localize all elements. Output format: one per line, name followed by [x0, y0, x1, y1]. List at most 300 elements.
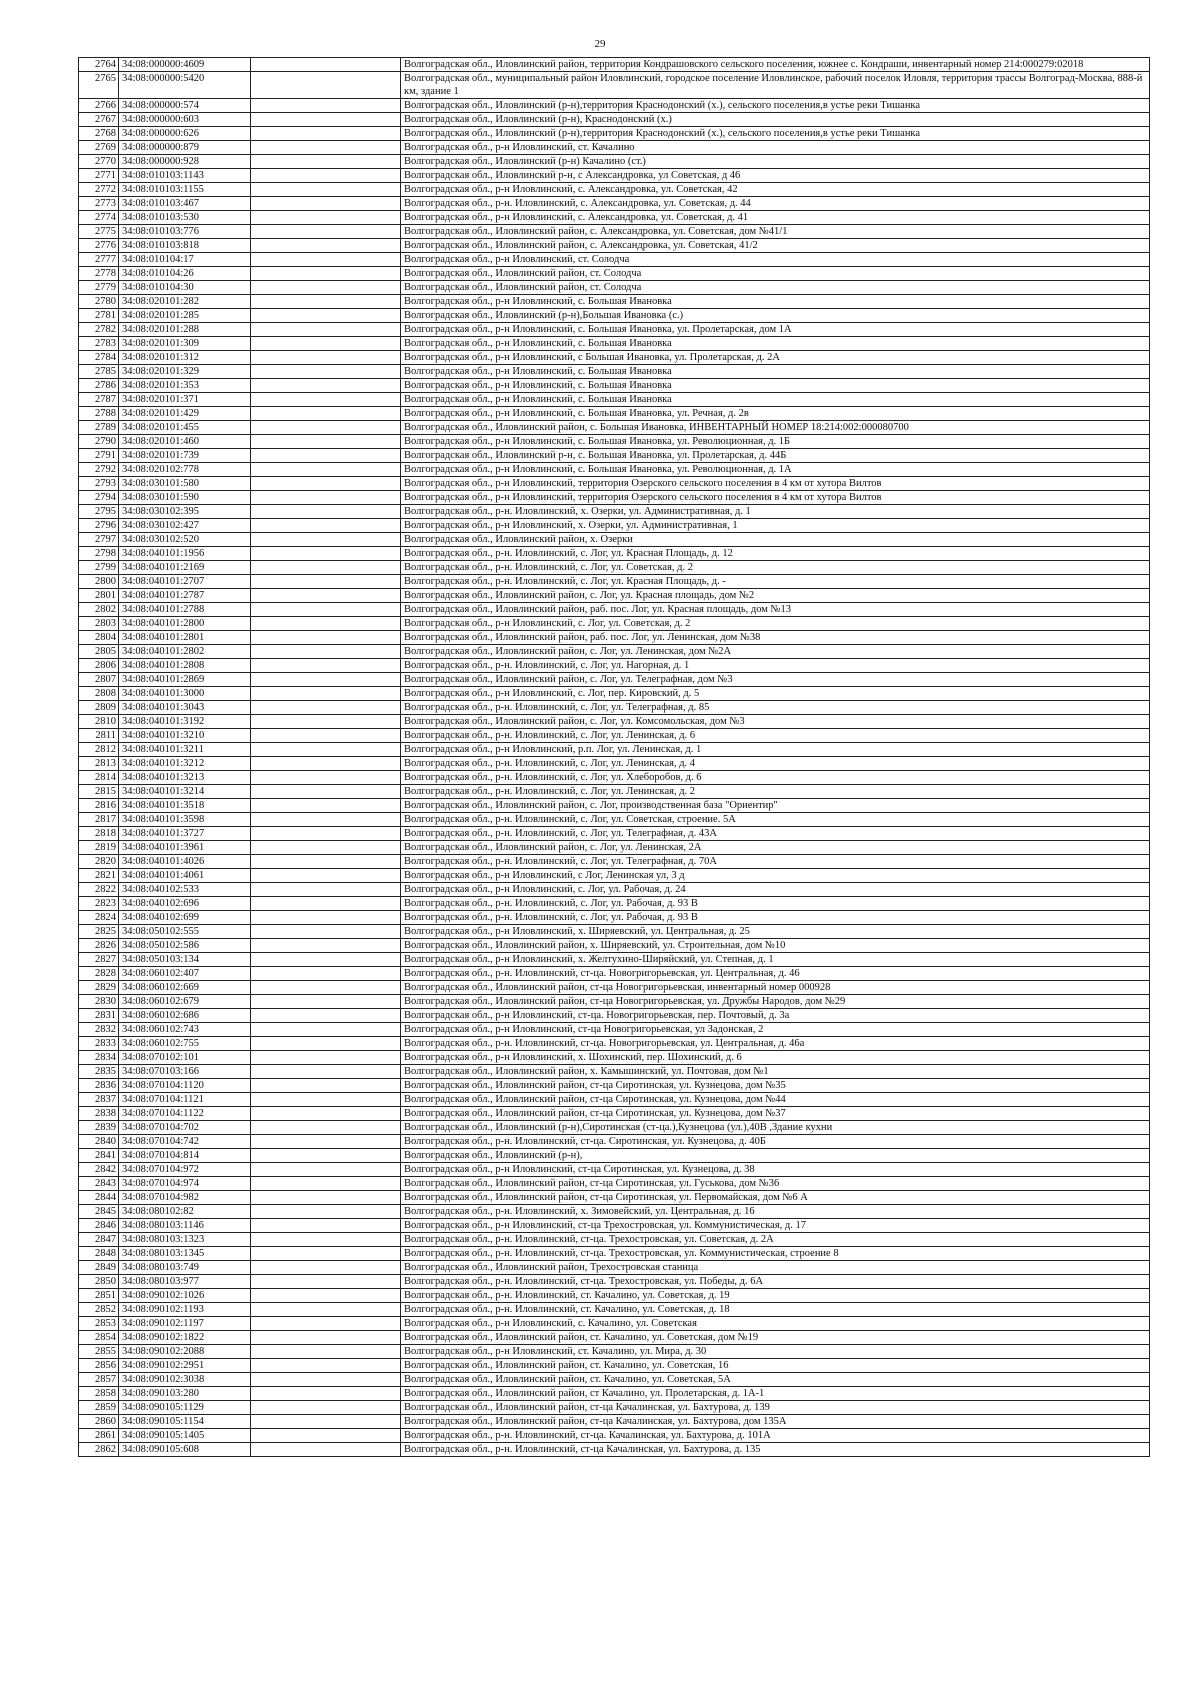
address-cell: Волгоградская обл., муниципальный район Иловлинский, городское поселение Иловлинское, рабочий поселок Иловля, территория трассы Волгоград-Москва, 888-й км, здание 1 — [401, 72, 1150, 99]
blank-cell — [251, 1219, 401, 1233]
blank-cell — [251, 337, 401, 351]
cadastral-number-cell: 34:08:020101:460 — [119, 435, 251, 449]
table-row — [79, 365, 1150, 379]
cadastral-number-cell: 34:08:040101:3212 — [119, 757, 251, 771]
row-number-cell: 2857 — [79, 1373, 119, 1387]
cadastral-number-cell: 34:08:090103:280 — [119, 1387, 251, 1401]
cadastral-number-cell: 34:08:020101:739 — [119, 449, 251, 463]
table-row — [79, 197, 1150, 211]
page-number: 29 — [594, 38, 606, 50]
table-row — [79, 1093, 1150, 1107]
address-cell: Волгоградская обл., р-н. Иловлинский, ст-ца. Трехостровская, ул. Советская, д. 2А — [401, 1233, 1150, 1247]
table-row — [79, 1107, 1150, 1121]
address-cell: Волгоградская обл., Иловлинский район, ст. Качалино, ул. Советская, 5А — [401, 1373, 1150, 1387]
address-cell: Волгоградская обл., р-н. Иловлинский, ст-ца. Качалинская, ул. Бахтурова, д. 101А — [401, 1429, 1150, 1443]
blank-cell — [251, 981, 401, 995]
registry-table-body — [79, 58, 1150, 1457]
row-number-cell: 2831 — [79, 1009, 119, 1023]
address-cell: Волгоградская обл., р-н Иловлинский, р.п. Лог, ул. Ленинская, д. 1 — [401, 743, 1150, 757]
address-cell: Волгоградская обл., Иловлинский р-н, с. Большая Ивановка, ул. Пролетарская, д. 44Б — [401, 449, 1150, 463]
table-row — [79, 407, 1150, 421]
table-row — [79, 939, 1150, 953]
table-row — [79, 533, 1150, 547]
row-number-cell: 2842 — [79, 1163, 119, 1177]
row-number-cell: 2768 — [79, 127, 119, 141]
row-number-cell: 2812 — [79, 743, 119, 757]
cadastral-number-cell: 34:08:090102:3038 — [119, 1373, 251, 1387]
table-row — [79, 1387, 1150, 1401]
cadastral-number-cell: 34:08:040101:3598 — [119, 813, 251, 827]
blank-cell — [251, 939, 401, 953]
table-row — [79, 575, 1150, 589]
row-number-cell: 2843 — [79, 1177, 119, 1191]
cadastral-number-cell: 34:08:090105:608 — [119, 1443, 251, 1457]
table-row — [79, 1177, 1150, 1191]
cadastral-number-cell: 34:08:030101:590 — [119, 491, 251, 505]
blank-cell — [251, 169, 401, 183]
row-number-cell: 2817 — [79, 813, 119, 827]
row-number-cell: 2765 — [79, 72, 119, 99]
row-number-cell: 2841 — [79, 1149, 119, 1163]
row-number-cell: 2782 — [79, 323, 119, 337]
row-number-cell: 2808 — [79, 687, 119, 701]
blank-cell — [251, 673, 401, 687]
blank-cell — [251, 533, 401, 547]
blank-cell — [251, 309, 401, 323]
table-row — [79, 1135, 1150, 1149]
row-number-cell: 2804 — [79, 631, 119, 645]
address-cell: Волгоградская обл., Иловлинский район, ст. Солодча — [401, 281, 1150, 295]
cadastral-number-cell: 34:08:020101:353 — [119, 379, 251, 393]
cadastral-number-cell: 34:08:020101:285 — [119, 309, 251, 323]
table-row — [79, 771, 1150, 785]
blank-cell — [251, 1107, 401, 1121]
property-registry-table — [78, 57, 1150, 1457]
blank-cell — [251, 435, 401, 449]
table-row — [79, 813, 1150, 827]
row-number-cell: 2844 — [79, 1191, 119, 1205]
cadastral-number-cell: 34:08:040101:4026 — [119, 855, 251, 869]
table-row — [79, 701, 1150, 715]
cadastral-number-cell: 34:08:020101:312 — [119, 351, 251, 365]
row-number-cell: 2858 — [79, 1387, 119, 1401]
row-number-cell: 2770 — [79, 155, 119, 169]
blank-cell — [251, 1163, 401, 1177]
row-number-cell: 2787 — [79, 393, 119, 407]
blank-cell — [251, 295, 401, 309]
table-row — [79, 393, 1150, 407]
address-cell: Волгоградская обл., р-н Иловлинский, с. Большая Ивановка — [401, 379, 1150, 393]
row-number-cell: 2820 — [79, 855, 119, 869]
row-number-cell: 2855 — [79, 1345, 119, 1359]
table-row — [79, 505, 1150, 519]
row-number-cell: 2856 — [79, 1359, 119, 1373]
row-number-cell: 2786 — [79, 379, 119, 393]
address-cell: Волгоградская обл., Иловлинский район, с. Александровка, ул. Советская, дом №41/1 — [401, 225, 1150, 239]
blank-cell — [251, 1233, 401, 1247]
address-cell: Волгоградская обл., р-н. Иловлинский, с. Лог, ул. Красная Площадь, д. 12 — [401, 547, 1150, 561]
cadastral-number-cell: 34:08:040101:2788 — [119, 603, 251, 617]
row-number-cell: 2854 — [79, 1331, 119, 1345]
cadastral-number-cell: 34:08:030102:427 — [119, 519, 251, 533]
row-number-cell: 2810 — [79, 715, 119, 729]
cadastral-number-cell: 34:08:080103:977 — [119, 1275, 251, 1289]
address-cell: Волгоградская обл., р-н. Иловлинский, ст-ца. Сиротинская, ул. Кузнецова, д. 40Б — [401, 1135, 1150, 1149]
blank-cell — [251, 1401, 401, 1415]
cadastral-number-cell: 34:08:030101:580 — [119, 477, 251, 491]
address-cell: Волгоградская обл., р-н. Иловлинский, с. Александровка, ул. Советская, д. 44 — [401, 197, 1150, 211]
address-cell: Волгоградская обл., р-н. Иловлинский, с. Лог, ул. Советская, строение. 5А — [401, 813, 1150, 827]
blank-cell — [251, 995, 401, 1009]
blank-cell — [251, 323, 401, 337]
table-row — [79, 1079, 1150, 1093]
blank-cell — [251, 1093, 401, 1107]
table-row — [79, 1401, 1150, 1415]
table-row — [79, 323, 1150, 337]
address-cell: Волгоградская обл., Иловлинский район, ст-ца Сиротинская, ул. Кузнецова, дом №44 — [401, 1093, 1150, 1107]
table-row — [79, 169, 1150, 183]
address-cell: Волгоградская обл., р-н Иловлинский, с. Александровка, ул. Советская, д. 41 — [401, 211, 1150, 225]
blank-cell — [251, 239, 401, 253]
row-number-cell: 2778 — [79, 267, 119, 281]
cadastral-number-cell: 34:08:070104:702 — [119, 1121, 251, 1135]
address-cell: Волгоградская обл., р-н Иловлинский, с. Лог, ул. Рабочая, д. 24 — [401, 883, 1150, 897]
address-cell: Волгоградская обл., Иловлинский (р-н), Краснодонский (х.) — [401, 113, 1150, 127]
row-number-cell: 2785 — [79, 365, 119, 379]
address-cell: Волгоградская обл., Иловлинский (р-н),территория Краснодонский (х.), сельского поселения,в устье реки Тишанка — [401, 99, 1150, 113]
row-number-cell: 2862 — [79, 1443, 119, 1457]
cadastral-number-cell: 34:08:050102:555 — [119, 925, 251, 939]
table-row — [79, 519, 1150, 533]
address-cell: Волгоградская обл., Иловлинский район, с. Александровка, ул. Советская, 41/2 — [401, 239, 1150, 253]
address-cell: Волгоградская обл., р-н Иловлинский, ст-ца Новогригорьевская, ул Задонская, 2 — [401, 1023, 1150, 1037]
table-row — [79, 1121, 1150, 1135]
table-row — [79, 295, 1150, 309]
blank-cell — [251, 393, 401, 407]
blank-cell — [251, 491, 401, 505]
blank-cell — [251, 883, 401, 897]
blank-cell — [251, 379, 401, 393]
blank-cell — [251, 58, 401, 72]
address-cell: Волгоградская обл., Иловлинский район, с. Лог, ул. Ленинская, 2А — [401, 841, 1150, 855]
table-row — [79, 1443, 1150, 1457]
blank-cell — [251, 1415, 401, 1429]
row-number-cell: 2825 — [79, 925, 119, 939]
cadastral-number-cell: 34:08:090102:1822 — [119, 1331, 251, 1345]
address-cell: Волгоградская обл., Иловлинский район, ст. Солодча — [401, 267, 1150, 281]
cadastral-number-cell: 34:08:010104:30 — [119, 281, 251, 295]
table-row — [79, 1275, 1150, 1289]
cadastral-number-cell: 34:08:040101:3210 — [119, 729, 251, 743]
address-cell: Волгоградская обл., р-н Иловлинский, х. Озерки, ул. Административная, 1 — [401, 519, 1150, 533]
address-cell: Волгоградская обл., Иловлинский район, ст-ца Сиротинская, ул. Кузнецова, дом №35 — [401, 1079, 1150, 1093]
row-number-cell: 2809 — [79, 701, 119, 715]
cadastral-number-cell: 34:08:070104:1121 — [119, 1093, 251, 1107]
row-number-cell: 2795 — [79, 505, 119, 519]
row-number-cell: 2783 — [79, 337, 119, 351]
table-row — [79, 967, 1150, 981]
row-number-cell: 2792 — [79, 463, 119, 477]
cadastral-number-cell: 34:08:010103:467 — [119, 197, 251, 211]
table-row — [79, 687, 1150, 701]
address-cell: Волгоградская обл., р-н. Иловлинский, с. Лог, ул. Хлеборобов, д. 6 — [401, 771, 1150, 785]
blank-cell — [251, 1317, 401, 1331]
blank-cell — [251, 463, 401, 477]
blank-cell — [251, 141, 401, 155]
address-cell: Волгоградская обл., Иловлинский район, с. Лог, ул. Красная площадь, дом №2 — [401, 589, 1150, 603]
table-row — [79, 267, 1150, 281]
table-row — [79, 1317, 1150, 1331]
row-number-cell: 2784 — [79, 351, 119, 365]
address-cell: Волгоградская обл., р-н. Иловлинский, ст-ца. Трехостровская, ул. Коммунистическая, строение 8 — [401, 1247, 1150, 1261]
cadastral-number-cell: 34:08:080102:82 — [119, 1205, 251, 1219]
row-number-cell: 2800 — [79, 575, 119, 589]
table-row — [79, 379, 1150, 393]
blank-cell — [251, 197, 401, 211]
cadastral-number-cell: 34:08:040101:3043 — [119, 701, 251, 715]
blank-cell — [251, 281, 401, 295]
cadastral-number-cell: 34:08:070104:974 — [119, 1177, 251, 1191]
blank-cell — [251, 407, 401, 421]
blank-cell — [251, 127, 401, 141]
blank-cell — [251, 1037, 401, 1051]
cadastral-number-cell: 34:08:050103:134 — [119, 953, 251, 967]
cadastral-number-cell: 34:08:030102:395 — [119, 505, 251, 519]
row-number-cell: 2832 — [79, 1023, 119, 1037]
address-cell: Волгоградская обл., р-н. Иловлинский, с. Лог, ул. Советская, д. 2 — [401, 561, 1150, 575]
address-cell: Волгоградская обл., р-н. Иловлинский, с. Лог, ул. Рабочая, д. 93 В — [401, 897, 1150, 911]
cadastral-number-cell: 34:08:010103:818 — [119, 239, 251, 253]
row-number-cell: 2777 — [79, 253, 119, 267]
blank-cell — [251, 771, 401, 785]
cadastral-number-cell: 34:08:060102:743 — [119, 1023, 251, 1037]
address-cell: Волгоградская обл., р-н. Иловлинский, ст. Качалино, ул. Советская, д. 18 — [401, 1303, 1150, 1317]
table-row — [79, 1303, 1150, 1317]
row-number-cell: 2824 — [79, 911, 119, 925]
row-number-cell: 2839 — [79, 1121, 119, 1135]
table-row — [79, 603, 1150, 617]
address-cell: Волгоградская обл., р-н Иловлинский, с. Большая Ивановка, ул. Революционная, д. 1Б — [401, 435, 1150, 449]
cadastral-number-cell: 34:08:040102:699 — [119, 911, 251, 925]
table-row — [79, 1191, 1150, 1205]
cadastral-number-cell: 34:08:090102:1026 — [119, 1289, 251, 1303]
cadastral-number-cell: 34:08:000000:626 — [119, 127, 251, 141]
blank-cell — [251, 701, 401, 715]
table-row — [79, 785, 1150, 799]
address-cell: Волгоградская обл., Иловлинский район, х. Озерки — [401, 533, 1150, 547]
cadastral-number-cell: 34:08:040101:1956 — [119, 547, 251, 561]
address-cell: Волгоградская обл., р-н Иловлинский, ст-ца. Новогригорьевская, пер. Почтовый, д. 3а — [401, 1009, 1150, 1023]
cadastral-number-cell: 34:08:070104:982 — [119, 1191, 251, 1205]
row-number-cell: 2772 — [79, 183, 119, 197]
cadastral-number-cell: 34:08:020101:282 — [119, 295, 251, 309]
blank-cell — [251, 155, 401, 169]
address-cell: Волгоградская обл., Иловлинский район, территория Кондрашовского сельского поселения, южнее с. Кондраши, инвентарный номер 214:000279:02018 — [401, 58, 1150, 72]
table-row — [79, 1009, 1150, 1023]
table-row — [79, 99, 1150, 113]
address-cell: Волгоградская обл., р-н. Иловлинский, ст-ца. Новогригорьевская, ул. Центральная, д. 46 — [401, 967, 1150, 981]
row-number-cell: 2802 — [79, 603, 119, 617]
table-row — [79, 1065, 1150, 1079]
blank-cell — [251, 1009, 401, 1023]
table-row — [79, 491, 1150, 505]
address-cell: Волгоградская обл., Иловлинский район, ст-ца Новогригорьевская, инвентарный номер 000928 — [401, 981, 1150, 995]
blank-cell — [251, 1247, 401, 1261]
blank-cell — [251, 1303, 401, 1317]
blank-cell — [251, 911, 401, 925]
table-row — [79, 113, 1150, 127]
blank-cell — [251, 1275, 401, 1289]
table-row — [79, 1359, 1150, 1373]
row-number-cell: 2794 — [79, 491, 119, 505]
table-row — [79, 1429, 1150, 1443]
blank-cell — [251, 1191, 401, 1205]
row-number-cell: 2780 — [79, 295, 119, 309]
cadastral-number-cell: 34:08:010103:1155 — [119, 183, 251, 197]
address-cell: Волгоградская обл., р-н Иловлинский, с. Большая Ивановка — [401, 393, 1150, 407]
cadastral-number-cell: 34:08:040101:4061 — [119, 869, 251, 883]
cadastral-number-cell: 34:08:090105:1405 — [119, 1429, 251, 1443]
table-row — [79, 1163, 1150, 1177]
table-row — [79, 127, 1150, 141]
blank-cell — [251, 547, 401, 561]
blank-cell — [251, 267, 401, 281]
table-row — [79, 449, 1150, 463]
cadastral-number-cell: 34:08:090102:1193 — [119, 1303, 251, 1317]
row-number-cell: 2835 — [79, 1065, 119, 1079]
address-cell: Волгоградская обл., р-н Иловлинский, х. Желтухино-Ширяйский, ул. Степная, д. 1 — [401, 953, 1150, 967]
row-number-cell: 2781 — [79, 309, 119, 323]
table-row — [79, 1205, 1150, 1219]
address-cell: Волгоградская обл., р-н. Иловлинский, ст-ца Качалинская, ул. Бахтурова, д. 135 — [401, 1443, 1150, 1457]
cadastral-number-cell: 34:08:040101:2800 — [119, 617, 251, 631]
row-number-cell: 2838 — [79, 1107, 119, 1121]
address-cell: Волгоградская обл., р-н. Иловлинский, ст. Качалино, ул. Советская, д. 19 — [401, 1289, 1150, 1303]
table-row — [79, 281, 1150, 295]
blank-cell — [251, 225, 401, 239]
cadastral-number-cell: 34:08:070104:972 — [119, 1163, 251, 1177]
cadastral-number-cell: 34:08:020102:778 — [119, 463, 251, 477]
table-row — [79, 1023, 1150, 1037]
address-cell: Волгоградская обл., р-н Иловлинский, с. Лог, пер. Кировский, д. 5 — [401, 687, 1150, 701]
address-cell: Волгоградская обл., Иловлинский район, с. Лог, ул. Комсомольская, дом №3 — [401, 715, 1150, 729]
address-cell: Волгоградская обл., р-н Иловлинский, с. Большая Ивановка, ул. Революционная, д. 1А — [401, 463, 1150, 477]
address-cell: Волгоградская обл., р-н. Иловлинский, ст-ца. Новогригорьевская, ул. Центральная, д. 46а — [401, 1037, 1150, 1051]
cadastral-number-cell: 34:08:030102:520 — [119, 533, 251, 547]
table-row — [79, 897, 1150, 911]
address-cell: Волгоградская обл., р-н Иловлинский, ст. Солодча — [401, 253, 1150, 267]
cadastral-number-cell: 34:08:020101:309 — [119, 337, 251, 351]
blank-cell — [251, 1079, 401, 1093]
cadastral-number-cell: 34:08:080103:1345 — [119, 1247, 251, 1261]
address-cell: Волгоградская обл., Иловлинский район, ст-ца Сиротинская, ул. Гуськова, дом №36 — [401, 1177, 1150, 1191]
blank-cell — [251, 1205, 401, 1219]
row-number-cell: 2776 — [79, 239, 119, 253]
address-cell: Волгоградская обл., Иловлинский район, ст. Качалино, ул. Советская, 16 — [401, 1359, 1150, 1373]
address-cell: Волгоградская обл., р-н Иловлинский, ст. Качалино — [401, 141, 1150, 155]
row-number-cell: 2827 — [79, 953, 119, 967]
table-row — [79, 869, 1150, 883]
row-number-cell: 2846 — [79, 1219, 119, 1233]
row-number-cell: 2847 — [79, 1233, 119, 1247]
address-cell: Волгоградская обл., р-н. Иловлинский, с. Лог, ул. Рабочая, д. 93 В — [401, 911, 1150, 925]
cadastral-number-cell: 34:08:010104:26 — [119, 267, 251, 281]
row-number-cell: 2821 — [79, 869, 119, 883]
table-row — [79, 1037, 1150, 1051]
table-row — [79, 911, 1150, 925]
blank-cell — [251, 1443, 401, 1457]
cadastral-number-cell: 34:08:040101:3727 — [119, 827, 251, 841]
address-cell: Волгоградская обл., Иловлинский район, ст-ца Новогригорьевская, ул. Дружбы Народов, дом №29 — [401, 995, 1150, 1009]
address-cell: Волгоградская обл., Иловлинский р-н, с Александровка, ул Советская, д 46 — [401, 169, 1150, 183]
blank-cell — [251, 1023, 401, 1037]
table-row — [79, 239, 1150, 253]
blank-cell — [251, 113, 401, 127]
address-cell: Волгоградская обл., р-н Иловлинский, с Большая Ивановка, ул. Пролетарская, д. 2А — [401, 351, 1150, 365]
table-row — [79, 841, 1150, 855]
blank-cell — [251, 519, 401, 533]
cadastral-number-cell: 34:08:020101:429 — [119, 407, 251, 421]
row-number-cell: 2816 — [79, 799, 119, 813]
row-number-cell: 2779 — [79, 281, 119, 295]
table-row — [79, 981, 1150, 995]
row-number-cell: 2829 — [79, 981, 119, 995]
blank-cell — [251, 505, 401, 519]
blank-cell — [251, 967, 401, 981]
address-cell: Волгоградская обл., р-н. Иловлинский, с. Лог, ул. Телеграфная, д. 70А — [401, 855, 1150, 869]
blank-cell — [251, 855, 401, 869]
row-number-cell: 2798 — [79, 547, 119, 561]
blank-cell — [251, 1289, 401, 1303]
cadastral-number-cell: 34:08:020101:371 — [119, 393, 251, 407]
address-cell: Волгоградская обл., Иловлинский район, с. Лог, ул. Ленинская, дом №2А — [401, 645, 1150, 659]
cadastral-number-cell: 34:08:010103:530 — [119, 211, 251, 225]
table-row — [79, 72, 1150, 99]
table-row — [79, 58, 1150, 72]
blank-cell — [251, 841, 401, 855]
blank-cell — [251, 1149, 401, 1163]
row-number-cell: 2796 — [79, 519, 119, 533]
row-number-cell: 2828 — [79, 967, 119, 981]
address-cell: Волгоградская обл., р-н Иловлинский, с Лог, Ленинская ул, 3 д — [401, 869, 1150, 883]
table-row — [79, 309, 1150, 323]
table-row — [79, 337, 1150, 351]
address-cell: Волгоградская обл., Иловлинский (р-н) Качалино (ст.) — [401, 155, 1150, 169]
address-cell: Волгоградская обл., Иловлинский район, Трехостровская станица — [401, 1261, 1150, 1275]
row-number-cell: 2769 — [79, 141, 119, 155]
row-number-cell: 2775 — [79, 225, 119, 239]
address-cell: Волгоградская обл., Иловлинский район, ст-ца Качалинская, ул. Бахтурова, д. 139 — [401, 1401, 1150, 1415]
blank-cell — [251, 575, 401, 589]
blank-cell — [251, 1373, 401, 1387]
row-number-cell: 2815 — [79, 785, 119, 799]
table-row — [79, 253, 1150, 267]
row-number-cell: 2818 — [79, 827, 119, 841]
table-row — [79, 561, 1150, 575]
address-cell: Волгоградская обл., Иловлинский (р-н),территория Краснодонский (х.), сельского поселения,в устье реки Тишанка — [401, 127, 1150, 141]
cadastral-number-cell: 34:08:080103:1146 — [119, 1219, 251, 1233]
table-row — [79, 547, 1150, 561]
address-cell: Волгоградская обл., Иловлинский (р-н),Большая Ивановка (с.) — [401, 309, 1150, 323]
row-number-cell: 2806 — [79, 659, 119, 673]
address-cell: Волгоградская обл., р-н Иловлинский, х. Шохинский, пер. Шохинский, д. 6 — [401, 1051, 1150, 1065]
cadastral-number-cell: 34:08:040102:533 — [119, 883, 251, 897]
row-number-cell: 2834 — [79, 1051, 119, 1065]
cadastral-number-cell: 34:08:040101:3192 — [119, 715, 251, 729]
blank-cell — [251, 561, 401, 575]
row-number-cell: 2837 — [79, 1093, 119, 1107]
cadastral-number-cell: 34:08:040101:3213 — [119, 771, 251, 785]
